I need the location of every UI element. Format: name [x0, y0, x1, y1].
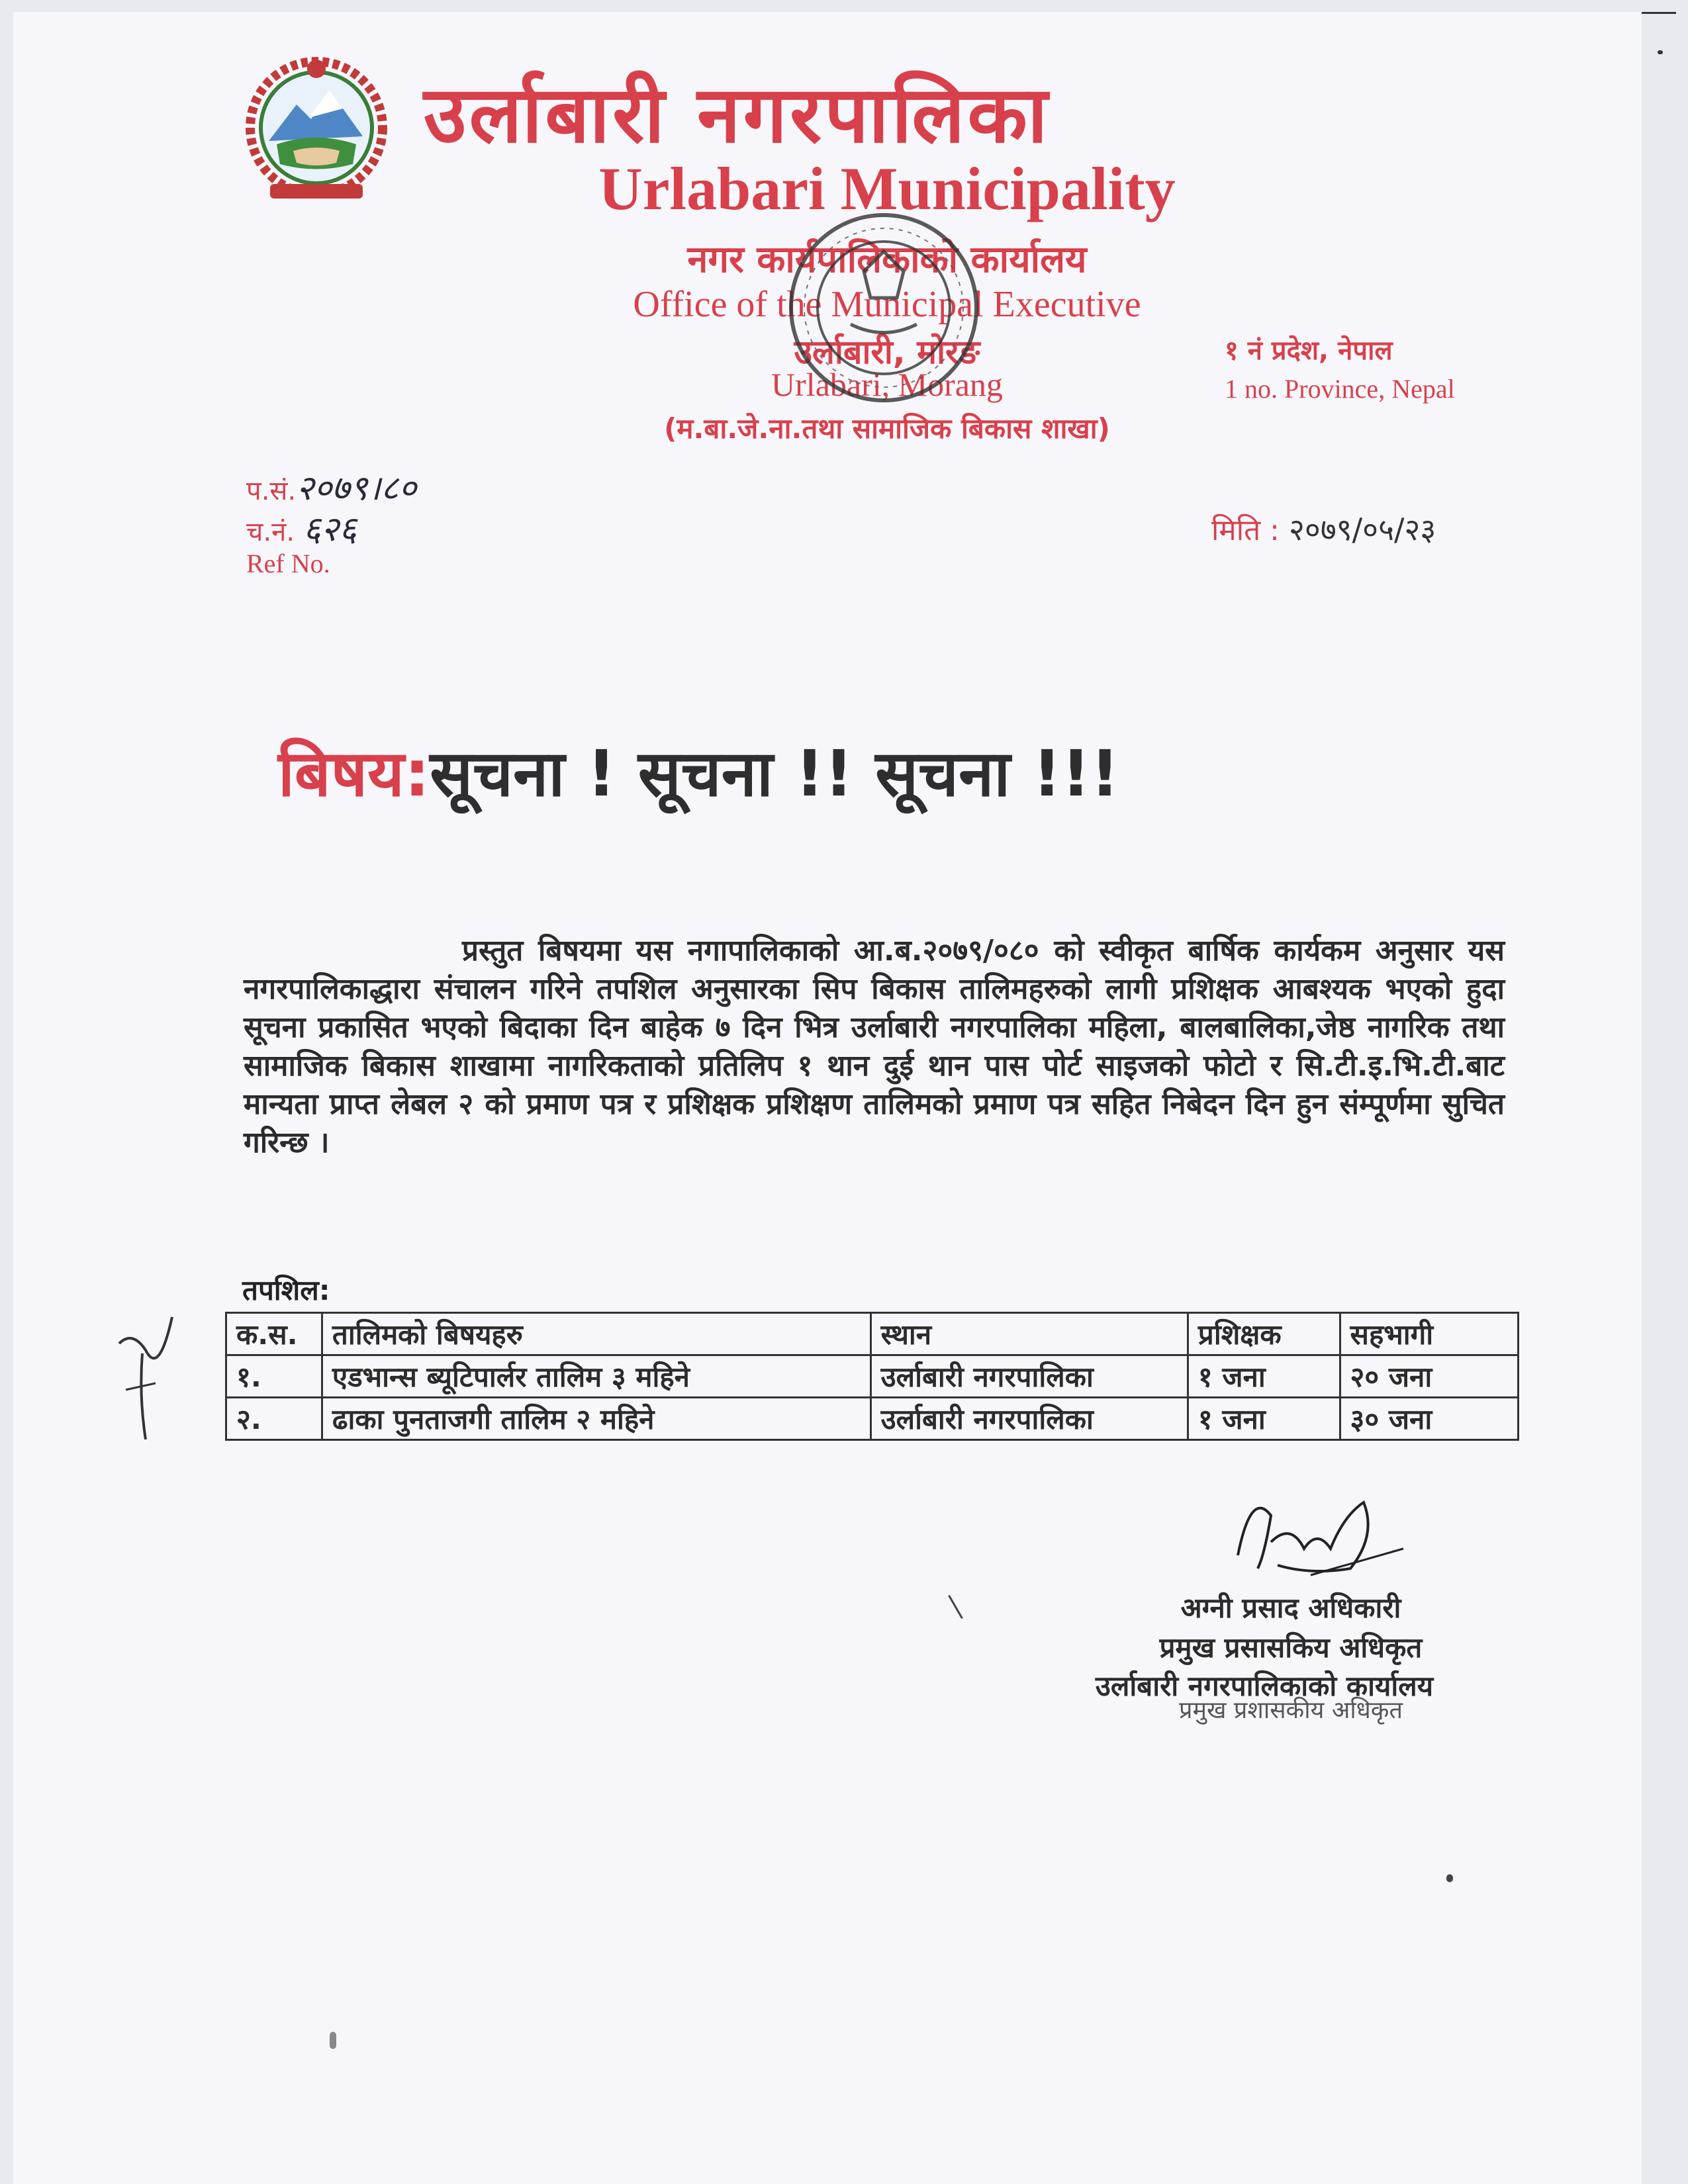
col-header-trainer: प्रशिक्षक: [1188, 1313, 1340, 1355]
date-row: [1211, 508, 1436, 549]
signature-icon: [1211, 1476, 1410, 1588]
cell-participants: २० जना: [1340, 1355, 1518, 1398]
signatory-name: अग्नी प्रसाद अधिकारी: [1180, 1592, 1401, 1624]
letterhead-name-en: Urlabari Municipality: [598, 155, 1176, 222]
notice-body: प्रस्तुत बिषयमा यस नगापालिकाको आ.ब.२०७९/०८० को स्वीकृत बार्षिक कार्यकम अनुसार यस नगरपालिकाद्धारा संचालन गरिने तपशिल अनुसारका सिप बिकास तालिमहरुको लागी प्रशिक्षक आबश्यक भएको हुदा सूचना प्रकासित भएको बिदाका दिन बाहेक ७ दिन भित्र उर्लाबारी नगरपालिका महिला, बालबालिका,जेष्ठ नागरिक तथा सामाजिक बिकास शाखामा नागरिकताको प्रतिलिप १ थान दुई थान पास पोर्ट साइजको फोटो र सि.टी.इ.भि.टी.बाट मान्यता प्राप्त लेबल २ को प्रमाण पत्र र प्रशिक्षक प्रशिक्षण तालिमको प्रमाण पत्र सहित निबेदन दिन हुन संम्पूर्णमा सुचित गरिन्छ ।: [244, 934, 1505, 1160]
table-row: [226, 1398, 1519, 1440]
ref-cn-value: ६२६: [303, 510, 357, 549]
table-header-row: [226, 1313, 1519, 1355]
cell-place: उर्लाबारी नगरपालिका: [870, 1355, 1188, 1398]
office-seal-stamp-icon: [771, 199, 996, 417]
table-row: [226, 1355, 1519, 1398]
province-np: १ नं प्रदेश, नेपाल: [1225, 336, 1393, 366]
ref-cn-label: च.नं.: [246, 517, 295, 547]
scan-speck: [1446, 1874, 1453, 1882]
cell-participants: ३० जना: [1340, 1398, 1518, 1440]
ref-ps-label: प.सं.: [246, 476, 297, 506]
signatory-office: उर्लाबारी नगरपालिकाको कार्यालय: [1095, 1670, 1434, 1702]
col-header-place: स्थान: [870, 1313, 1188, 1355]
ref-cn-row: [246, 504, 357, 551]
scan-edge-mark: [1642, 12, 1676, 14]
branch-name: (म.बा.जे.ना.तथा सामाजिक बिकास शाखा): [664, 412, 1110, 445]
date-value: २०७९/०५/२३: [1289, 512, 1436, 547]
cell-training-subject: ढाका पुनताजगी तालिम २ महिने: [322, 1398, 870, 1440]
office-name-np: नगर कार्यपालिकाको कार्यालय: [687, 238, 1087, 281]
scan-speck: [1658, 50, 1663, 54]
cell-place: उर्लाबारी नगरपालिका: [870, 1398, 1188, 1440]
col-header-training-subject: तालिमको बिषयहरु: [322, 1313, 870, 1355]
subject-heading: [278, 728, 1119, 815]
cell-trainer: १ जना: [1188, 1398, 1340, 1440]
place-en: Urlabari, Morang: [771, 366, 1003, 403]
cell-sn: १.: [226, 1355, 322, 1398]
signatory-title: प्रमुख प्रसासकिय अधिकृत: [1159, 1631, 1423, 1664]
office-name-en: Office of the Municipal Executive: [633, 284, 1141, 325]
cell-sn: २.: [226, 1398, 322, 1440]
handwritten-tick-mark-icon: [93, 1304, 192, 1449]
nepal-emblem-icon: [230, 52, 402, 210]
province-en: 1 no. Province, Nepal: [1225, 374, 1455, 404]
col-header-participants: सहभागी: [1340, 1313, 1518, 1355]
letterhead-name-np: उर्लाबारी नगरपालिका: [424, 69, 1051, 160]
col-header-sn: क.स.: [226, 1313, 322, 1355]
date-label: मिति :: [1211, 514, 1280, 547]
schedule-label: तपशिल:: [242, 1274, 330, 1306]
place-np: उर्लाबारी, मोरङ: [794, 333, 980, 371]
cell-trainer: १ जना: [1188, 1355, 1340, 1398]
signatory-stamp-text: प्रमुख प्रशासकीय अधिकृत: [1179, 1697, 1403, 1724]
cell-training-subject: एडभान्स ब्यूटिपार्लर तालिम ३ महिने: [322, 1355, 870, 1398]
ref-ps-row: [246, 463, 416, 510]
ref-no-label: Ref No.: [246, 549, 330, 578]
subject-label: बिषय:: [278, 737, 430, 811]
scan-speck: [330, 2032, 336, 2049]
schedule-table: [225, 1312, 1519, 1441]
ref-ps-value: २०७९।८०: [296, 469, 417, 508]
subject-text: सूचना ! सूचना !! सूचना !!!: [430, 737, 1120, 811]
